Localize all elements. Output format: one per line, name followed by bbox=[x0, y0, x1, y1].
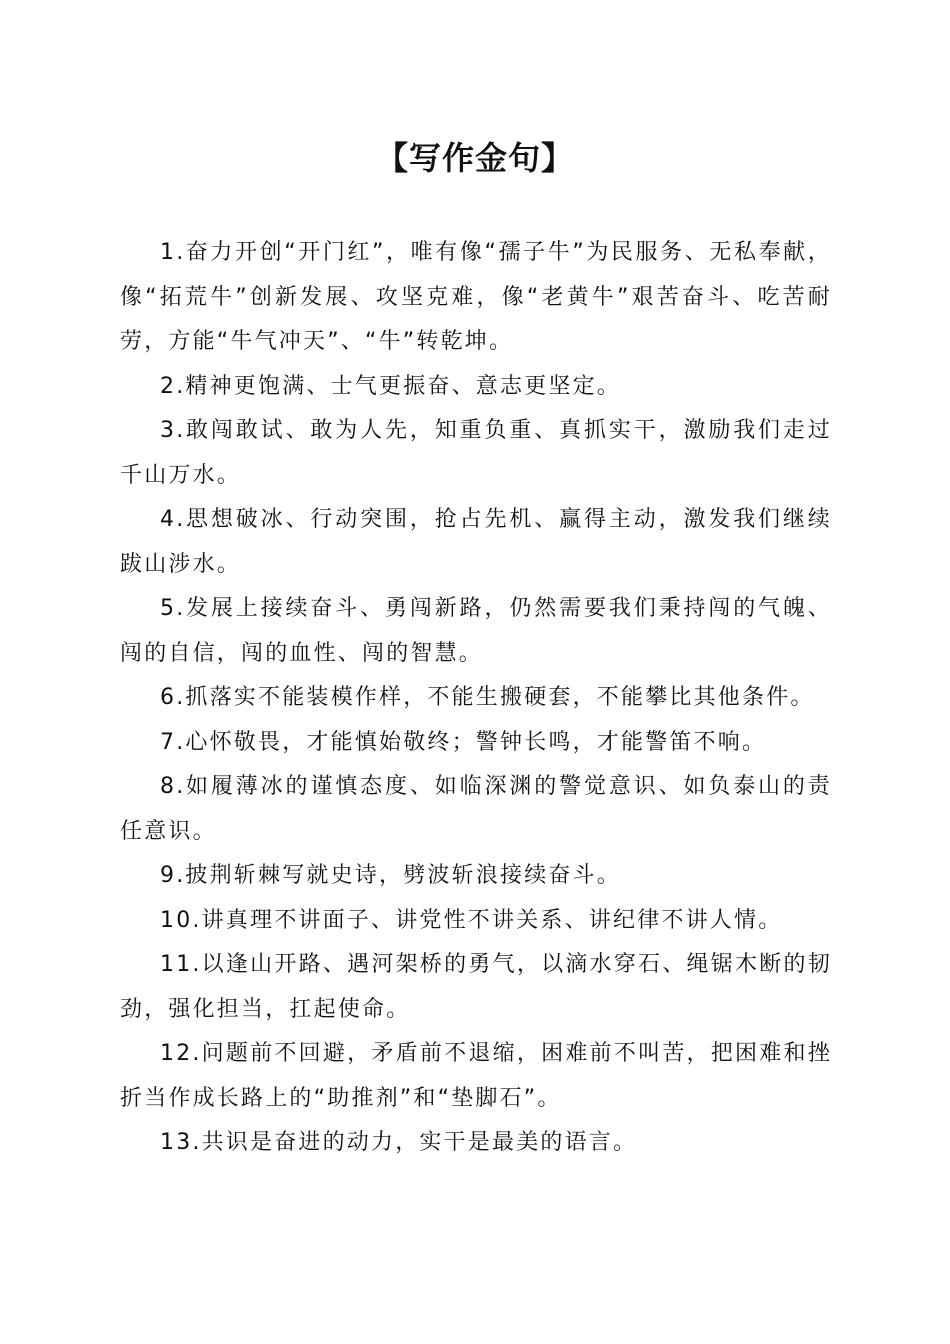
quote-paragraph-8: 8.如履薄冰的谨慎态度、如临深渊的警觉意识、如负泰山的责任意识。 bbox=[120, 774, 832, 844]
quote-paragraph-9: 9.披荆斩棘写就史诗，劈波斩浪接续奋斗。 bbox=[160, 863, 621, 888]
quote-paragraph-6: 6.抓落实不能装模作样，不能生搬硬套，不能攀比其他条件。 bbox=[160, 685, 815, 710]
quote-paragraph-3: 3.敢闯敢试、敢为人先，知重负重、真抓实干，激励我们走过千山万水。 bbox=[120, 418, 832, 488]
quote-list bbox=[120, 231, 832, 1166]
quote-paragraph-12: 12.问题前不回避，矛盾前不退缩，困难前不叫苦，把困难和挫折当作成长路上的“助推剂”和“垫脚石”。 bbox=[120, 1041, 832, 1111]
quote-paragraph-1: 1.奋力开创“开门红”，唯有像“孺子牛”为民服务、无私奉献，像“拓荒牛”创新发展、攻坚克难，像“老黄牛”艰苦奋斗、吃苦耐劳，方能“牛气冲天”、“牛”转乾坤。 bbox=[120, 240, 832, 354]
quote-paragraph-13: 13.共识是奋进的动力，实干是最美的语言。 bbox=[160, 1130, 638, 1155]
quote-paragraph-10: 10.讲真理不讲面子、讲党性不讲关系、讲纪律不讲人情。 bbox=[160, 907, 783, 933]
page-title: 【写作金句】 bbox=[375, 139, 574, 177]
quote-paragraph-2: 2.精神更饱满、士气更振奋、意志更坚定。 bbox=[160, 373, 621, 399]
quote-paragraph-7: 7.心怀敬畏，才能慎始敬终；警钟长鸣，才能警笛不响。 bbox=[160, 729, 767, 755]
quote-paragraph-11: 11.以逢山开路、遇河架桥的勇气，以滴水穿石、绳锯木断的韧劲，强化担当，扛起使命。 bbox=[120, 952, 832, 1022]
quote-paragraph-4: 4.思想破冰、行动突围，抢占先机、赢得主动，激发我们继续跋山涉水。 bbox=[120, 507, 832, 577]
quote-paragraph-5: 5.发展上接续奋斗、勇闯新路，仍然需要我们秉持闯的气魄、闯的自信，闯的血性、闯的智慧。 bbox=[120, 596, 832, 666]
